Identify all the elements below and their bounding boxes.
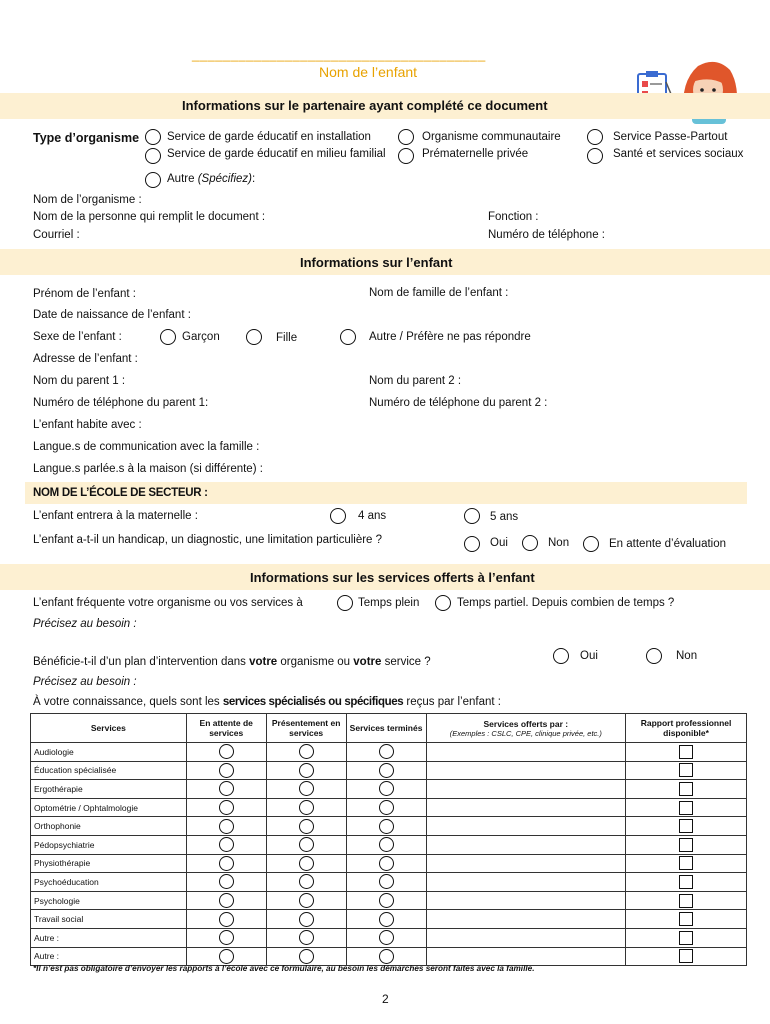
- done-radio[interactable]: [379, 744, 394, 759]
- cell-report: [626, 854, 747, 873]
- option-communautaire-radio[interactable]: [398, 129, 414, 145]
- sex-other-radio[interactable]: [340, 329, 356, 345]
- service-name: Audiologie: [31, 743, 187, 762]
- parent2-name-field[interactable]: Nom du parent 2 :: [369, 375, 462, 387]
- done-radio[interactable]: [379, 893, 394, 908]
- table-row: [31, 910, 747, 929]
- current-radio[interactable]: [299, 874, 314, 889]
- cell-done: [346, 761, 426, 780]
- header-offered-title: Services offerts par :: [483, 718, 569, 729]
- waiting-radio[interactable]: [219, 912, 234, 927]
- sex-girl-label: Fille: [276, 332, 298, 344]
- waiting-radio[interactable]: [219, 819, 234, 834]
- special-bold: services spécialisés ou spécifiques: [222, 696, 404, 708]
- done-radio[interactable]: [379, 856, 394, 871]
- cell-waiting: [186, 947, 266, 966]
- table-row: [31, 761, 747, 780]
- plan-suffix: service ?: [381, 656, 431, 668]
- table-row: [31, 780, 747, 799]
- plan-yes-radio[interactable]: [553, 648, 569, 664]
- report-checkbox[interactable]: [679, 838, 693, 852]
- offered-by-field[interactable]: [426, 891, 626, 910]
- table-row: [31, 854, 747, 873]
- current-radio[interactable]: [299, 949, 314, 964]
- option-prematernelle-label: Prématernelle privée: [422, 148, 529, 160]
- cell-report: [626, 928, 747, 947]
- cell-done: [346, 947, 426, 966]
- org-type-label: Type d’organisme: [33, 131, 140, 145]
- full-time-radio[interactable]: [337, 595, 353, 611]
- option-communautaire-label: Organisme communautaire: [422, 131, 561, 143]
- service-name: Ergothérapie: [31, 780, 187, 799]
- services-table: [30, 713, 747, 966]
- specify-field-2[interactable]: Précisez au besoin :: [33, 676, 137, 688]
- service-name: Physiothérapie: [31, 854, 187, 873]
- offered-by-field[interactable]: [426, 817, 626, 836]
- option-autre-label: [167, 173, 255, 185]
- done-radio[interactable]: [379, 874, 394, 889]
- offered-by-field[interactable]: [426, 798, 626, 817]
- waiting-radio[interactable]: [219, 874, 234, 889]
- part-time-label: Temps partiel. Depuis combien de temps ?: [457, 597, 675, 609]
- cell-report: [626, 798, 747, 817]
- offered-by-field[interactable]: [426, 947, 626, 966]
- child-name-underline[interactable]: ______________________________________: [192, 47, 486, 62]
- waiting-radio[interactable]: [219, 781, 234, 796]
- current-radio[interactable]: [299, 930, 314, 945]
- cell-waiting: [186, 873, 266, 892]
- school-name-field[interactable]: NOM DE L’ÉCOLE DE SECTEUR :: [33, 487, 208, 499]
- service-name: Éducation spécialisée: [31, 761, 187, 780]
- offered-by-field[interactable]: [426, 835, 626, 854]
- sex-other-label: Autre / Préfère ne pas répondre: [369, 331, 531, 343]
- done-radio[interactable]: [379, 763, 394, 778]
- cell-current: [266, 928, 346, 947]
- plan-yes-label: Oui: [580, 650, 598, 662]
- header-waiting: En attente de services: [186, 714, 266, 743]
- report-checkbox[interactable]: [679, 949, 693, 963]
- function-field[interactable]: Fonction :: [488, 211, 539, 223]
- filler-name-field[interactable]: Nom de la personne qui remplit le document :: [33, 211, 266, 223]
- cell-current: [266, 817, 346, 836]
- option-sante-services-radio[interactable]: [587, 148, 603, 164]
- report-checkbox[interactable]: [679, 894, 693, 908]
- cell-done: [346, 928, 426, 947]
- handicap-no-radio[interactable]: [522, 535, 538, 551]
- handicap-pending-radio[interactable]: [583, 536, 599, 552]
- option-passe-partout-label: Service Passe-Partout: [613, 131, 728, 143]
- table-row: [31, 891, 747, 910]
- cell-current: [266, 873, 346, 892]
- current-radio[interactable]: [299, 893, 314, 908]
- current-radio[interactable]: [299, 912, 314, 927]
- plan-question: [33, 656, 431, 668]
- cell-waiting: [186, 817, 266, 836]
- table-header-row: [31, 714, 747, 743]
- offered-by-field[interactable]: [426, 780, 626, 799]
- done-radio[interactable]: [379, 837, 394, 852]
- kinder-5-radio[interactable]: [464, 508, 480, 524]
- handicap-yes-radio[interactable]: [464, 536, 480, 552]
- done-radio[interactable]: [379, 800, 394, 815]
- plan-no-radio[interactable]: [646, 648, 662, 664]
- sex-girl-radio[interactable]: [246, 329, 262, 345]
- kindergarten-label: L’enfant entrera à la maternelle :: [33, 510, 198, 522]
- current-radio[interactable]: [299, 781, 314, 796]
- cell-report: [626, 891, 747, 910]
- other-colon-text: :: [252, 173, 256, 185]
- cell-done: [346, 891, 426, 910]
- service-name: Psychologie: [31, 891, 187, 910]
- footnote: *Il n’est pas obligatoire d’envoyer les rapports à l’école avec ce formulaire, au besoin les démarches seront faites avec la famille.: [33, 964, 535, 973]
- done-radio[interactable]: [379, 949, 394, 964]
- partner-phone-field[interactable]: Numéro de téléphone :: [488, 229, 605, 241]
- header-offered-examples: (Exemples : CSLC, CPE, clinique privée, etc.): [449, 728, 602, 738]
- cell-report: [626, 835, 747, 854]
- plan-no-label: Non: [676, 650, 698, 662]
- cell-current: [266, 798, 346, 817]
- special-services-question: [33, 696, 501, 708]
- comm-language-field[interactable]: Langue.s de communication avec la famille :: [33, 441, 260, 453]
- report-checkbox[interactable]: [679, 745, 693, 759]
- current-radio[interactable]: [299, 819, 314, 834]
- option-garde-installation-label: Service de garde éducatif en installation: [167, 131, 371, 143]
- email-field[interactable]: Courriel :: [33, 229, 80, 241]
- cell-current: [266, 761, 346, 780]
- child-section-title: Informations sur l’enfant: [300, 255, 453, 270]
- kinder-4-radio[interactable]: [330, 508, 346, 524]
- table-row: [31, 873, 747, 892]
- cell-waiting: [186, 891, 266, 910]
- option-sante-services-label: Santé et services sociaux: [613, 148, 744, 160]
- table-row: [31, 835, 747, 854]
- handicap-yes-label: Oui: [490, 537, 508, 549]
- table-row: [31, 947, 747, 966]
- plan-bold-1: votre: [249, 656, 278, 668]
- current-radio[interactable]: [299, 763, 314, 778]
- special-prefix: À votre connaissance, quels sont les: [33, 696, 223, 708]
- services-table-body: [31, 743, 747, 966]
- cell-report: [626, 780, 747, 799]
- waiting-radio[interactable]: [219, 856, 234, 871]
- sex-boy-label: Garçon: [182, 331, 220, 343]
- cell-current: [266, 947, 346, 966]
- cell-done: [346, 854, 426, 873]
- cell-report: [626, 873, 747, 892]
- cell-report: [626, 761, 747, 780]
- attends-label: L’enfant fréquente votre organisme ou vos services à: [33, 597, 303, 609]
- header-offered: [426, 714, 626, 743]
- special-suffix: reçus par l’enfant :: [403, 696, 502, 708]
- plan-prefix: Bénéficie-t-il d’un plan d’intervention dans: [33, 656, 250, 668]
- option-passe-partout-radio[interactable]: [587, 129, 603, 145]
- option-autre-radio[interactable]: [145, 172, 161, 188]
- offered-by-field[interactable]: [426, 854, 626, 873]
- service-name: Optométrie / Ophtalmologie: [31, 798, 187, 817]
- services-section-title: Informations sur les services offerts à l’enfant: [250, 570, 535, 585]
- cell-done: [346, 743, 426, 762]
- other-hint-text: (Spécifiez): [197, 173, 253, 185]
- cell-report: [626, 910, 747, 929]
- report-checkbox[interactable]: [679, 763, 693, 777]
- report-checkbox[interactable]: [679, 819, 693, 833]
- partner-section-title: Informations sur le partenaire ayant complété ce document: [182, 98, 548, 113]
- waiting-radio[interactable]: [219, 763, 234, 778]
- report-checkbox[interactable]: [679, 931, 693, 945]
- cell-waiting: [186, 743, 266, 762]
- specify-field-1[interactable]: Précisez au besoin :: [33, 618, 137, 630]
- report-checkbox[interactable]: [679, 782, 693, 796]
- org-name-field[interactable]: Nom de l’organisme :: [33, 194, 142, 206]
- cell-current: [266, 910, 346, 929]
- child-name-label: Nom de l’enfant: [319, 64, 418, 80]
- cell-done: [346, 910, 426, 929]
- cell-waiting: [186, 798, 266, 817]
- cell-current: [266, 835, 346, 854]
- parent1-name-field[interactable]: Nom du parent 1 :: [33, 375, 126, 387]
- handicap-label: L’enfant a-t-il un handicap, un diagnostic, une limitation particulière ?: [33, 534, 383, 546]
- service-name: Psychoéducation: [31, 873, 187, 892]
- waiting-radio[interactable]: [219, 744, 234, 759]
- cell-done: [346, 873, 426, 892]
- kinder-5-label: 5 ans: [490, 511, 519, 523]
- header-done: Services terminés: [346, 714, 426, 743]
- option-prematernelle-radio[interactable]: [398, 148, 414, 164]
- cell-current: [266, 743, 346, 762]
- cell-waiting: [186, 780, 266, 799]
- cell-report: [626, 817, 747, 836]
- child-address-field[interactable]: Adresse de l’enfant :: [33, 353, 138, 365]
- cell-done: [346, 798, 426, 817]
- other-label-text: Autre: [167, 173, 198, 185]
- option-garde-installation-radio[interactable]: [145, 129, 161, 145]
- parent2-phone-field[interactable]: Numéro de téléphone du parent 2 :: [369, 397, 548, 409]
- cell-current: [266, 891, 346, 910]
- current-radio[interactable]: [299, 800, 314, 815]
- cell-waiting: [186, 854, 266, 873]
- report-checkbox[interactable]: [679, 856, 693, 870]
- done-radio[interactable]: [379, 819, 394, 834]
- cell-done: [346, 817, 426, 836]
- page-number: 2: [382, 992, 389, 1006]
- table-row: [31, 798, 747, 817]
- offered-by-field[interactable]: [426, 761, 626, 780]
- offered-by-field[interactable]: [426, 910, 626, 929]
- cell-current: [266, 854, 346, 873]
- lives-with-field[interactable]: L’enfant habite avec :: [33, 419, 142, 431]
- sex-label: Sexe de l’enfant :: [33, 331, 122, 343]
- done-radio[interactable]: [379, 930, 394, 945]
- child-first-name-field[interactable]: Prénom de l’enfant :: [33, 288, 136, 300]
- handicap-pending-label: En attente d’évaluation: [609, 538, 727, 550]
- full-time-label: Temps plein: [358, 597, 420, 609]
- header-report: Rapport professionnel disponible*: [626, 714, 747, 743]
- cell-waiting: [186, 835, 266, 854]
- cell-current: [266, 780, 346, 799]
- cell-done: [346, 835, 426, 854]
- current-radio[interactable]: [299, 744, 314, 759]
- plan-mid: organisme ou: [277, 656, 354, 668]
- kinder-4-label: 4 ans: [358, 510, 387, 522]
- option-garde-familial-radio[interactable]: [145, 148, 161, 164]
- offered-by-field[interactable]: [426, 928, 626, 947]
- cell-report: [626, 743, 747, 762]
- service-name: Autre :: [31, 947, 187, 966]
- waiting-radio[interactable]: [219, 893, 234, 908]
- header-current: Présentement en services: [266, 714, 346, 743]
- sex-boy-radio[interactable]: [160, 329, 176, 345]
- cell-report: [626, 947, 747, 966]
- option-garde-familial-label: Service de garde éducatif en milieu familial: [167, 148, 386, 160]
- table-row: [31, 928, 747, 947]
- waiting-radio[interactable]: [219, 949, 234, 964]
- offered-by-field[interactable]: [426, 743, 626, 762]
- header-services: Services: [31, 714, 187, 743]
- cell-done: [346, 780, 426, 799]
- waiting-radio[interactable]: [219, 800, 234, 815]
- handicap-no-label: Non: [548, 537, 570, 549]
- done-radio[interactable]: [379, 781, 394, 796]
- report-checkbox[interactable]: [679, 801, 693, 815]
- child-last-name-field[interactable]: Nom de famille de l’enfant :: [369, 287, 509, 299]
- service-name: Pédopsychiatrie: [31, 835, 187, 854]
- part-time-radio[interactable]: [435, 595, 451, 611]
- birth-date-field[interactable]: Date de naissance de l’enfant :: [33, 309, 191, 321]
- current-radio[interactable]: [299, 837, 314, 852]
- table-row: [31, 743, 747, 762]
- report-checkbox[interactable]: [679, 875, 693, 889]
- service-name: Orthophonie: [31, 817, 187, 836]
- waiting-radio[interactable]: [219, 837, 234, 852]
- cell-waiting: [186, 761, 266, 780]
- current-radio[interactable]: [299, 856, 314, 871]
- plan-bold-2: votre: [353, 656, 382, 668]
- waiting-radio[interactable]: [219, 930, 234, 945]
- cell-waiting: [186, 928, 266, 947]
- home-language-field[interactable]: Langue.s parlée.s à la maison (si différente) :: [33, 463, 263, 475]
- parent1-phone-field[interactable]: Numéro de téléphone du parent 1:: [33, 397, 209, 409]
- report-checkbox[interactable]: [679, 912, 693, 926]
- offered-by-field[interactable]: [426, 873, 626, 892]
- done-radio[interactable]: [379, 912, 394, 927]
- table-row: [31, 817, 747, 836]
- service-name: Travail social: [31, 910, 187, 929]
- cell-waiting: [186, 910, 266, 929]
- service-name: Autre :: [31, 928, 187, 947]
